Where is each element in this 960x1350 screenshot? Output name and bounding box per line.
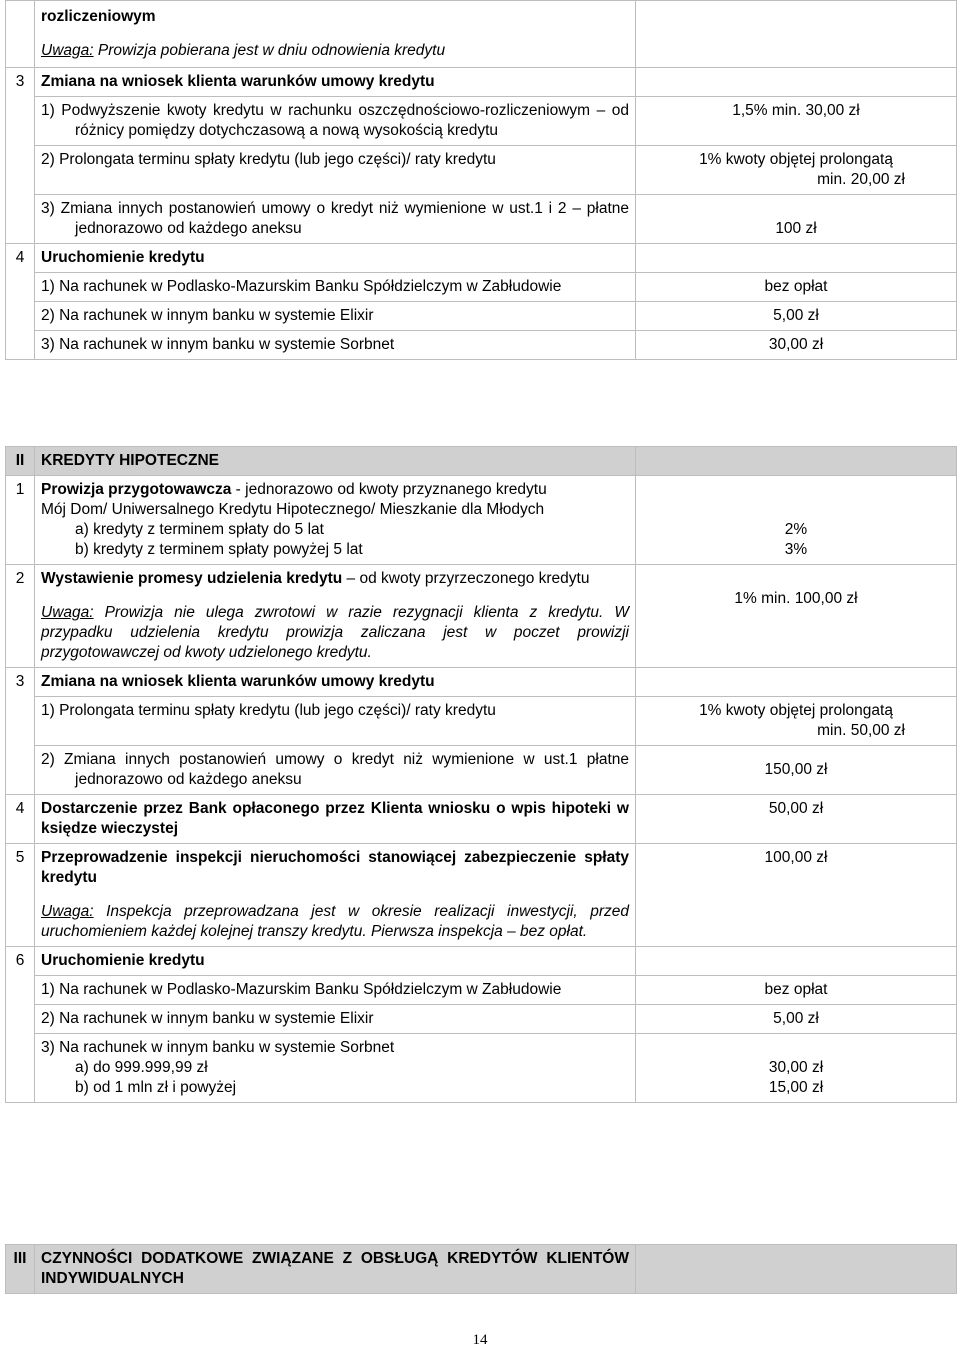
item-number: 4	[15, 249, 25, 266]
item-number: 2	[15, 570, 25, 587]
section-title: Zmiana na wniosek klienta warunków umowy kredytu	[41, 673, 435, 690]
note-label: Uwaga:	[41, 903, 94, 920]
fee-value: 1% min. 100,00 zł	[734, 590, 858, 607]
table-row	[6, 68, 957, 97]
table-row	[6, 947, 957, 976]
table-row	[6, 146, 957, 195]
section-title: Uruchomienie kredytu	[41, 952, 205, 969]
fee-value: 1% kwoty objętej prolongatą	[699, 702, 893, 719]
additional-services-table	[5, 1244, 957, 1294]
fee-value: 30,00 zł	[768, 336, 824, 353]
table-row	[6, 795, 957, 844]
table-row	[6, 302, 957, 331]
fee-item-text: 2) Zmiana innych postanowień umowy o kredyt niż wymienione w ust.1 płatne jednorazowo od każdego aneksu	[41, 751, 629, 788]
fee-subitem: a) do 999.999,99 zł	[75, 1059, 208, 1076]
fee-subitem: a) kredyty z terminem spłaty do 5 lat	[75, 521, 324, 538]
fee-item-text: 3) Zmiana innych postanowień umowy o kredyt niż wymienione w ust.1 i 2 – płatne jednorazowo od każdego aneksu	[41, 200, 629, 237]
item-number: 4	[15, 800, 25, 817]
fee-item-text: 2) Na rachunek w innym banku w systemie Elixir	[41, 1010, 374, 1027]
fee-value: 50,00 zł	[768, 800, 824, 817]
page-number: 14	[472, 1332, 488, 1348]
fee-item-text: 1) Podwyższenie kwoty kredytu w rachunku oszczędnościowo-rozliczeniowym – od różnicy pomiędzy dotychczasową a nową wysokością kredytu	[41, 102, 629, 139]
fee-item-text: 1) Na rachunek w Podlasko-Mazurskim Banku Spółdzielczym w Zabłudowie	[41, 981, 562, 998]
fees-table-continued	[5, 0, 957, 360]
table-row	[6, 844, 957, 947]
fee-value: bez opłat	[764, 278, 828, 295]
fee-value: 5,00 zł	[773, 307, 819, 324]
fee-item-text: 2) Prolongata terminu spłaty kredytu (lub jego części)/ raty kredytu	[41, 151, 496, 168]
fee-value: 100 zł	[775, 220, 817, 237]
mortgage-fees-table	[5, 446, 957, 1103]
note	[41, 902, 629, 942]
fee-value: 100,00 zł	[764, 849, 828, 866]
fee-item-text: 1) Na rachunek w Podlasko-Mazurskim Banku Spółdzielczym w Zabłudowie	[41, 278, 562, 295]
table-row	[6, 476, 957, 565]
table-header-row	[6, 1245, 957, 1294]
fee-item-text: 3) Na rachunek w innym banku w systemie Sorbnet	[41, 336, 395, 353]
item-number: 5	[15, 849, 25, 866]
fee-value: 150,00 zł	[764, 761, 828, 778]
fee-value: 5,00 zł	[773, 1010, 819, 1027]
section-heading: KREDYTY HIPOTECZNE	[41, 452, 219, 469]
note-label: Uwaga:	[41, 604, 94, 621]
fee-item-text: 2) Na rachunek w innym banku w systemie Elixir	[41, 307, 374, 324]
section-title: Uruchomienie kredytu	[41, 249, 205, 266]
item-number: 3	[15, 73, 25, 90]
item-number: 1	[15, 481, 25, 498]
fee-value: bez opłat	[764, 981, 828, 998]
fee-item-subtitle: Mój Dom/ Uniwersalnego Kredytu Hipotecznego/ Mieszkanie dla Młodych	[41, 501, 545, 518]
note-text: Prowizja pobierana jest w dniu odnowienia kredytu	[93, 42, 446, 59]
fee-value: 1% kwoty objętej prolongatą	[699, 151, 893, 168]
section-number: II	[15, 452, 25, 469]
table-header-row	[6, 447, 957, 476]
fee-value: 30,00 zł	[768, 1059, 824, 1076]
fee-item-text: 1) Prolongata terminu spłaty kredytu (lub jego części)/ raty kredytu	[41, 702, 496, 719]
table-row	[6, 746, 957, 795]
fee-value: 2%	[784, 521, 808, 538]
fee-item-title: Prowizja przygotowawcza - jednorazowo od kwoty przyznanego kredytu	[41, 481, 547, 498]
fee-item-title: Wystawienie promesy udzielenia kredytu – od kwoty przyrzeczonego kredytu	[41, 570, 590, 587]
fee-item-title: Przeprowadzenie inspekcji nieruchomości stanowiącej zabezpieczenie spłaty kredytu	[41, 849, 629, 886]
table-row	[6, 1005, 957, 1034]
fee-value: 3%	[784, 541, 808, 558]
fee-value: 1,5% min. 30,00 zł	[732, 102, 860, 119]
table-row	[6, 565, 957, 668]
fee-subitem: b) od 1 mln zł i powyżej	[75, 1079, 237, 1096]
table-row	[6, 1034, 957, 1103]
fee-value-min: min. 20,00 zł	[817, 171, 905, 188]
note-text: Prowizja nie ulega zwrotowi w razie rezygnacji klienta z kredytu. W przypadku udzielenia kredytu prowizja zaliczana jest w poczet prowizji przygotowawczej od kwoty udzielonego kredytu.	[41, 604, 629, 661]
fee-value: 15,00 zł	[768, 1079, 824, 1096]
fee-item-title: Dostarczenie przez Bank opłaconego przez Klienta wniosku o wpis hipoteki w księdze wieczystej	[41, 800, 629, 837]
table-row	[6, 668, 957, 697]
item-number: 3	[15, 673, 25, 690]
table-row	[6, 97, 957, 146]
note	[41, 603, 629, 663]
item-number: 6	[15, 952, 25, 969]
table-row	[6, 1, 957, 68]
note	[35, 31, 635, 67]
section-heading: CZYNNOŚCI DODATKOWE ZWIĄZANE Z OBSŁUGĄ KREDYTÓW KLIENTÓW INDYWIDUALNYCH	[41, 1250, 629, 1287]
table-row	[6, 697, 957, 746]
table-row	[6, 195, 957, 244]
table-row	[6, 273, 957, 302]
table-row	[6, 976, 957, 1005]
section-title: Zmiana na wniosek klienta warunków umowy kredytu	[41, 73, 435, 90]
table-row	[6, 331, 957, 360]
fee-subitem: b) kredyty z terminem spłaty powyżej 5 lat	[75, 541, 363, 558]
note-text: Inspekcja przeprowadzana jest w okresie realizacji inwestycji, przed uruchomieniem każdej kolejnej transzy kredytu. Pierwsza inspekcja – bez opłat.	[41, 903, 629, 940]
section-number: III	[13, 1250, 27, 1267]
continued-text: rozliczeniowym	[41, 8, 156, 25]
fee-value-min: min. 50,00 zł	[817, 722, 905, 739]
table-row	[6, 244, 957, 273]
note-label: Uwaga:	[41, 42, 94, 59]
fee-item-text: 3) Na rachunek w innym banku w systemie Sorbnet	[41, 1039, 395, 1056]
